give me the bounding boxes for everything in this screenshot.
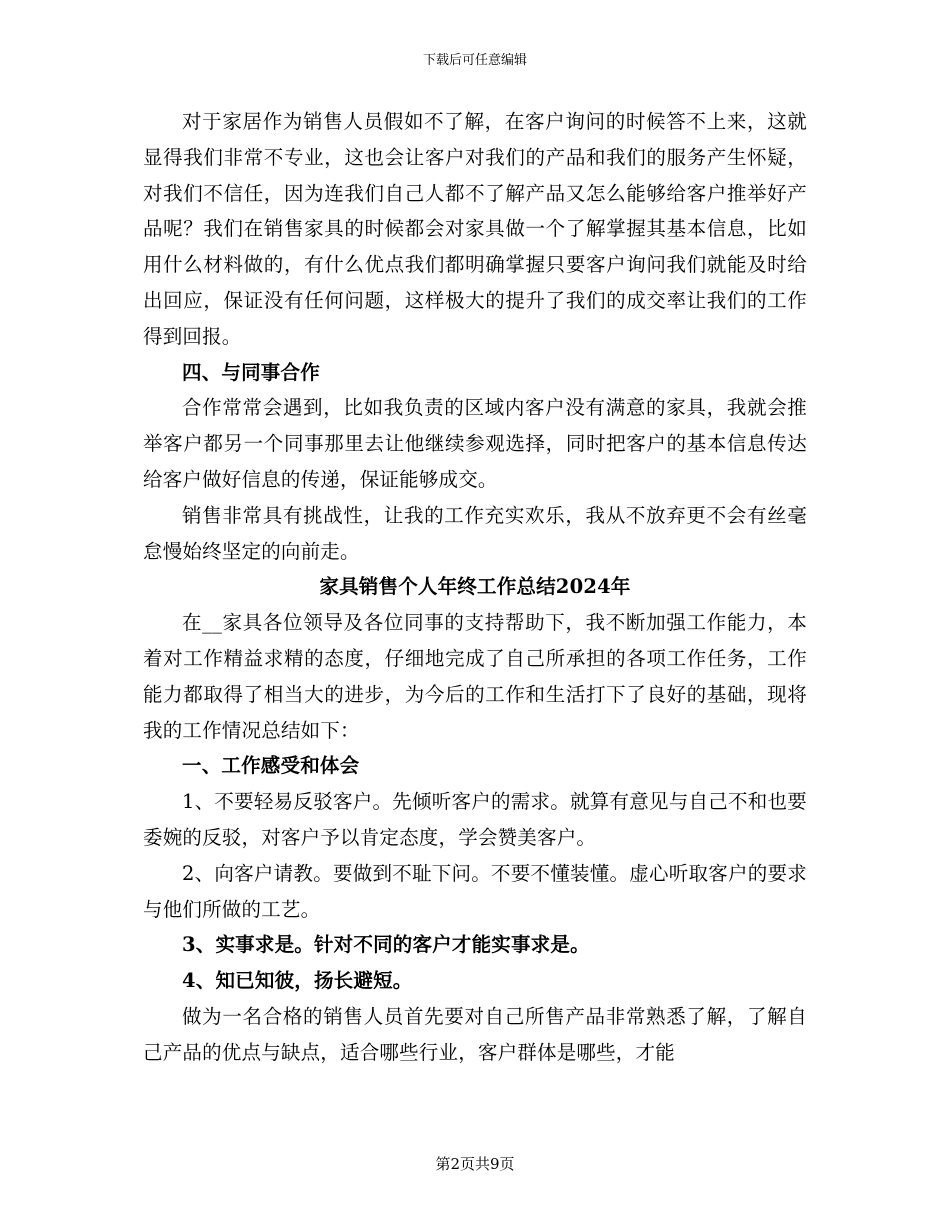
section-heading-cooperation: 四、与同事合作 (182, 360, 320, 384)
body-paragraph: 销售非常具有挑战性，让我的工作充实欢乐，我从不放弃更不会有丝毫怠慢始终坚定的向前走。 (143, 503, 807, 563)
document-body (143, 104, 807, 1071)
list-item: 2、向客户请教。要做到不耻下问。不要不懂装懂。虚心听取客户的要求与他们所做的工艺。 (143, 861, 807, 921)
body-paragraph: 合作常常会遇到，比如我负责的区域内客户没有满意的家具，我就会推举客户都另一个同事那里去让他继续参观选择，同时把客户的基本信息传达给客户做好信息的传递，保证能够成交。 (143, 396, 807, 491)
section-heading-experience: 一、工作感受和体会 (182, 754, 360, 778)
list-item: 1、不要轻易反驳客户。先倾听客户的需求。就算有意见与自己不和也要委婉的反驳，对客户予以肯定态度，学会赞美客户。 (143, 790, 807, 849)
document-title: 家具销售个人年终工作总结2024年 (319, 575, 631, 599)
list-item-bold: 3、实事求是。针对不同的客户才能实事求是。 (182, 933, 590, 957)
list-item-bold: 4、知已知彼，扬长避短。 (182, 969, 413, 993)
page-header-note: 下载后可任意编辑 (422, 53, 527, 68)
body-paragraph: 在__家具各位领导及各位同事的支持帮助下，我不断加强工作能力，本着对工作精益求精的态度，仔细地完成了自己所承担的各项工作任务，工作能力都取得了相当大的进步，为今后的工作和生活打下了良好的基础，现将我的工作情况总结如下： (143, 611, 807, 742)
page-number: 第2页共9页 (435, 1155, 515, 1173)
body-paragraph: 对于家居作为销售人员假如不了解，在客户询问的时候答不上来，这就显得我们非常不专业，这也会让客户对我们的产品和我们的服务产生怀疑，对我们不信任，因为连我们自己人都不了解产品又怎么能够给客户推举好产品呢？我们在销售家具的时候都会对家具做一个了解掌握其基本信息，比如用什么材料做的，有什么优点我们都明确掌握只要客户询问我们就能及时给出回应，保证没有任何问题，这样极大的提升了我们的成交率让我们的工作得到回报。 (143, 110, 807, 348)
body-paragraph: 做为一名合格的销售人员首先要对自己所售产品非常熟悉了解，了解自己产品的优点与缺点，适合哪些行业，客户群体是哪些，才能 (143, 1004, 807, 1064)
